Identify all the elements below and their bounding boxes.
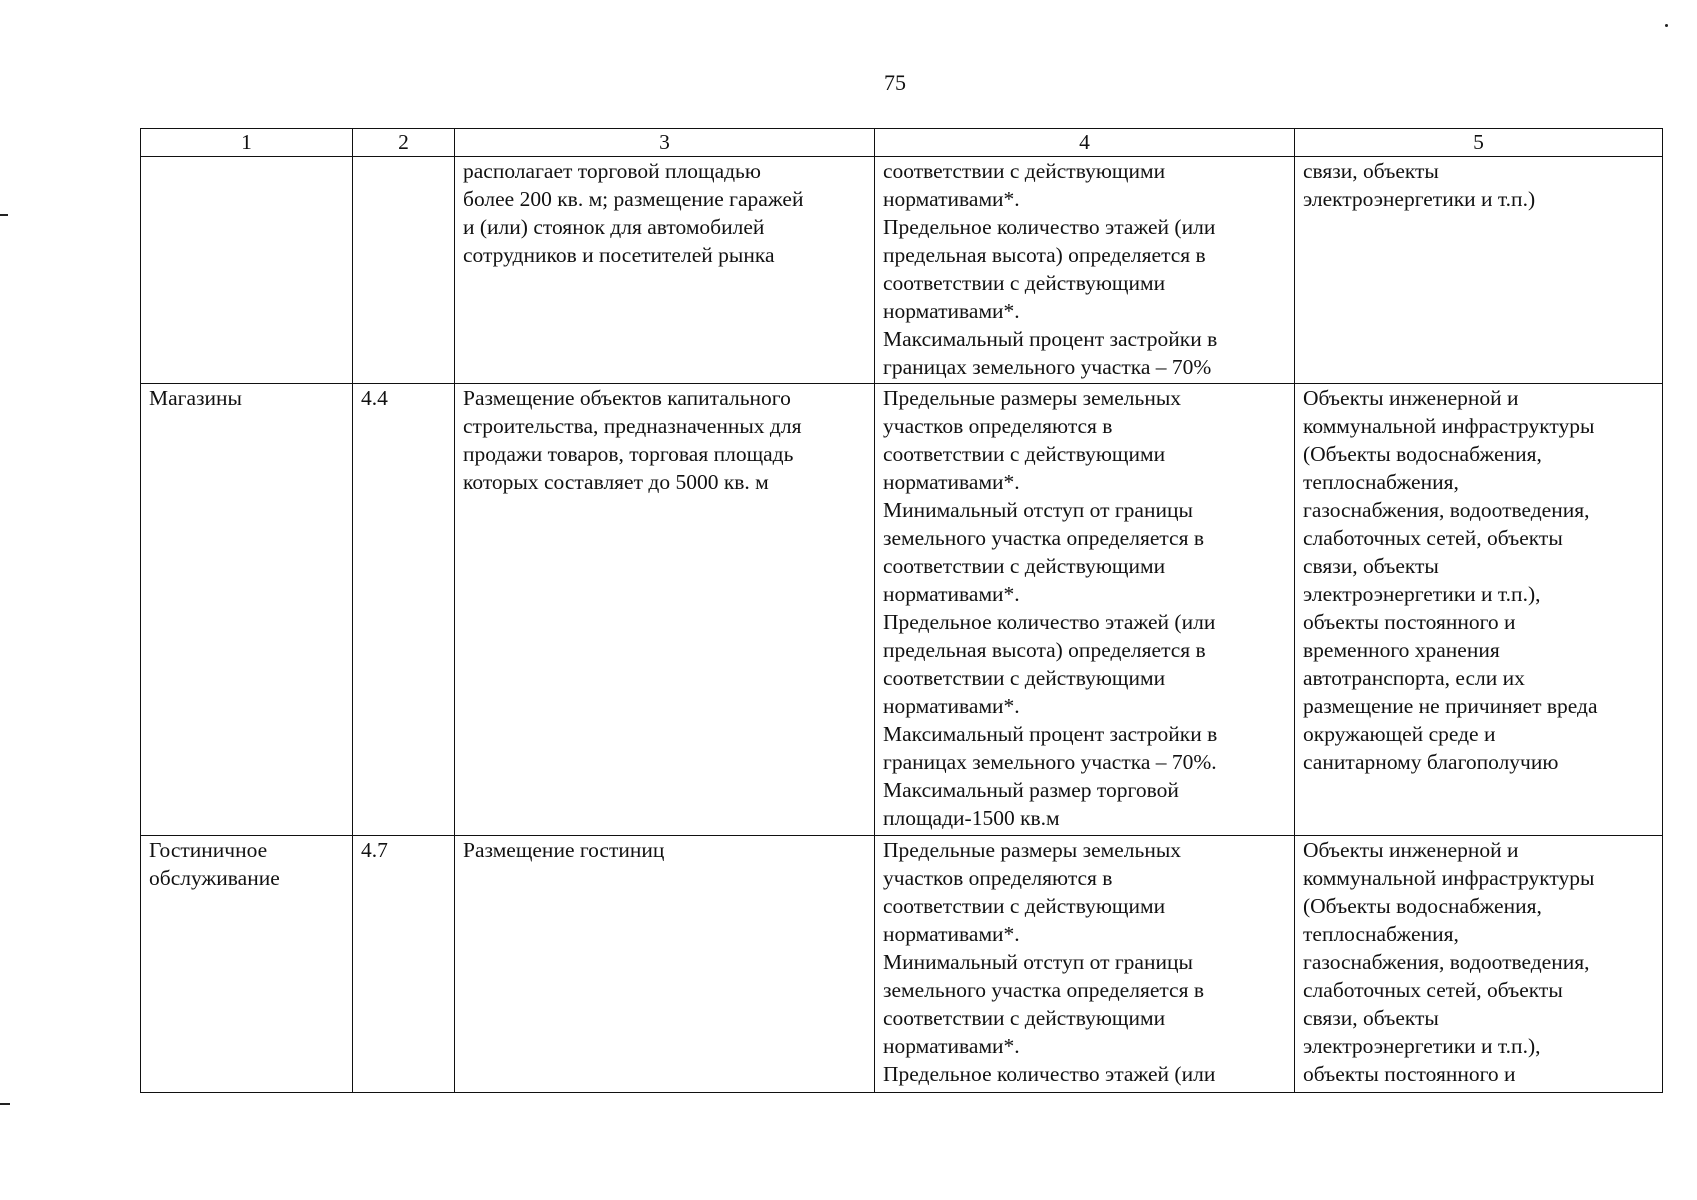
use-code-cell: 4.4 — [353, 384, 455, 836]
use-name-cell: Гостиничное обслуживание — [141, 836, 353, 1093]
text-line: и (или) стоянок для автомобилей — [463, 215, 765, 239]
text-line: предельная высота) определяется в — [883, 243, 1206, 267]
text-line: предельная высота) определяется в — [883, 638, 1206, 662]
text-line: границах земельного участка – 70% — [883, 355, 1212, 379]
text-line: Объекты инженерной и — [1303, 838, 1519, 862]
auxiliary-uses-cell — [1295, 157, 1663, 384]
text-line: временного хранения — [1303, 638, 1500, 662]
text-line: Предельное количество этажей (или — [883, 215, 1216, 239]
text-line: (Объекты водоснабжения, — [1303, 442, 1542, 466]
use-name-cell — [141, 157, 353, 384]
text-line: нормативами*. — [883, 922, 1020, 946]
parameters-cell — [875, 157, 1295, 384]
text-line: связи, объекты — [1303, 554, 1439, 578]
text-line: нормативами*. — [883, 694, 1020, 718]
auxiliary-uses-cell — [1295, 836, 1663, 1093]
text-line: нормативами*. — [883, 470, 1020, 494]
text-line: нормативами*. — [883, 299, 1020, 323]
use-description-cell — [455, 384, 875, 836]
scan-mark — [0, 1103, 10, 1105]
column-header: 2 — [353, 129, 455, 157]
text-line: продажи товаров, торговая площадь — [463, 442, 794, 466]
text-line: размещение не причиняет вреда — [1303, 694, 1598, 718]
text-line: соответствии с действующими — [883, 271, 1166, 295]
text-line: Максимальный процент застройки в — [883, 722, 1218, 746]
text-line: Размещение гостиниц — [463, 838, 665, 862]
land-use-table — [140, 128, 1663, 1093]
scan-mark — [1665, 24, 1668, 27]
text-line: коммунальной инфраструктуры — [1303, 414, 1595, 438]
text-line: более 200 кв. м; размещение гаражей — [463, 187, 804, 211]
auxiliary-uses-cell — [1295, 384, 1663, 836]
text-line: автотранспорта, если их — [1303, 666, 1525, 690]
column-header: 4 — [875, 129, 1295, 157]
text-line: санитарному благополучию — [1303, 750, 1559, 774]
text-line: строительства, предназначенных для — [463, 414, 802, 438]
column-header: 1 — [141, 129, 353, 157]
text-line: нормативами*. — [883, 1034, 1020, 1058]
text-line: соответствии с действующими — [883, 159, 1166, 183]
use-code-cell — [353, 157, 455, 384]
text-line: соответствии с действующими — [883, 894, 1166, 918]
text-line: соответствии с действующими — [883, 442, 1166, 466]
text-line: Предельные размеры земельных — [883, 838, 1182, 862]
column-header: 3 — [455, 129, 875, 157]
text-line: располагает торговой площадью — [463, 159, 761, 183]
text-line: газоснабжения, водоотведения, — [1303, 498, 1590, 522]
text-line: Максимальный процент застройки в — [883, 327, 1218, 351]
text-line: соответствии с действующими — [883, 1006, 1166, 1030]
text-line: земельного участка определяется в — [883, 978, 1204, 1002]
text-line: объекты постоянного и — [1303, 1062, 1516, 1086]
text-line: газоснабжения, водоотведения, — [1303, 950, 1590, 974]
use-name-cell: Магазины — [141, 384, 353, 836]
use-code-cell: 4.7 — [353, 836, 455, 1093]
text-line: Объекты инженерной и — [1303, 386, 1519, 410]
table-row — [141, 157, 1663, 384]
text-line: (Объекты водоснабжения, — [1303, 894, 1542, 918]
text-line: Предельные размеры земельных — [883, 386, 1182, 410]
text-line: земельного участка определяется в — [883, 526, 1204, 550]
text-line: Минимальный отступ от границы — [883, 498, 1193, 522]
text-line: Максимальный размер торговой — [883, 778, 1179, 802]
text-line: соответствии с действующими — [883, 554, 1166, 578]
table-row — [141, 836, 1663, 1093]
text-line: теплоснабжения, — [1303, 470, 1459, 494]
text-line: слаботочных сетей, объекты — [1303, 978, 1563, 1002]
text-line: теплоснабжения, — [1303, 922, 1459, 946]
text-line: соответствии с действующими — [883, 666, 1166, 690]
text-line: площади-1500 кв.м — [883, 806, 1060, 830]
text-line: слаботочных сетей, объекты — [1303, 526, 1563, 550]
text-line: нормативами*. — [883, 582, 1020, 606]
table-row — [141, 384, 1663, 836]
use-description-cell — [455, 157, 875, 384]
parameters-cell — [875, 384, 1295, 836]
column-header: 5 — [1295, 129, 1663, 157]
text-line: нормативами*. — [883, 187, 1020, 211]
scan-mark — [0, 214, 8, 216]
text-line: Предельное количество этажей (или — [883, 1062, 1216, 1086]
text-line: электроэнергетики и т.п.), — [1303, 1034, 1541, 1058]
text-line: участков определяются в — [883, 866, 1113, 890]
text-line: электроэнергетики и т.п.) — [1303, 187, 1536, 211]
use-description-cell — [455, 836, 875, 1093]
text-line: сотрудников и посетителей рынка — [463, 243, 775, 267]
text-line: Предельное количество этажей (или — [883, 610, 1216, 634]
text-line: которых составляет до 5000 кв. м — [463, 470, 769, 494]
text-line: коммунальной инфраструктуры — [1303, 866, 1595, 890]
text-line: участков определяются в — [883, 414, 1113, 438]
text-line: границах земельного участка – 70%. — [883, 750, 1217, 774]
text-line: связи, объекты — [1303, 159, 1439, 183]
text-line: Минимальный отступ от границы — [883, 950, 1193, 974]
text-line: объекты постоянного и — [1303, 610, 1516, 634]
text-line: окружающей среде и — [1303, 722, 1496, 746]
table-header-row — [141, 129, 1663, 157]
page-number: 75 — [884, 70, 906, 95]
text-line: связи, объекты — [1303, 1006, 1439, 1030]
text-line: электроэнергетики и т.п.), — [1303, 582, 1541, 606]
parameters-cell — [875, 836, 1295, 1093]
text-line: Размещение объектов капитального — [463, 386, 791, 410]
